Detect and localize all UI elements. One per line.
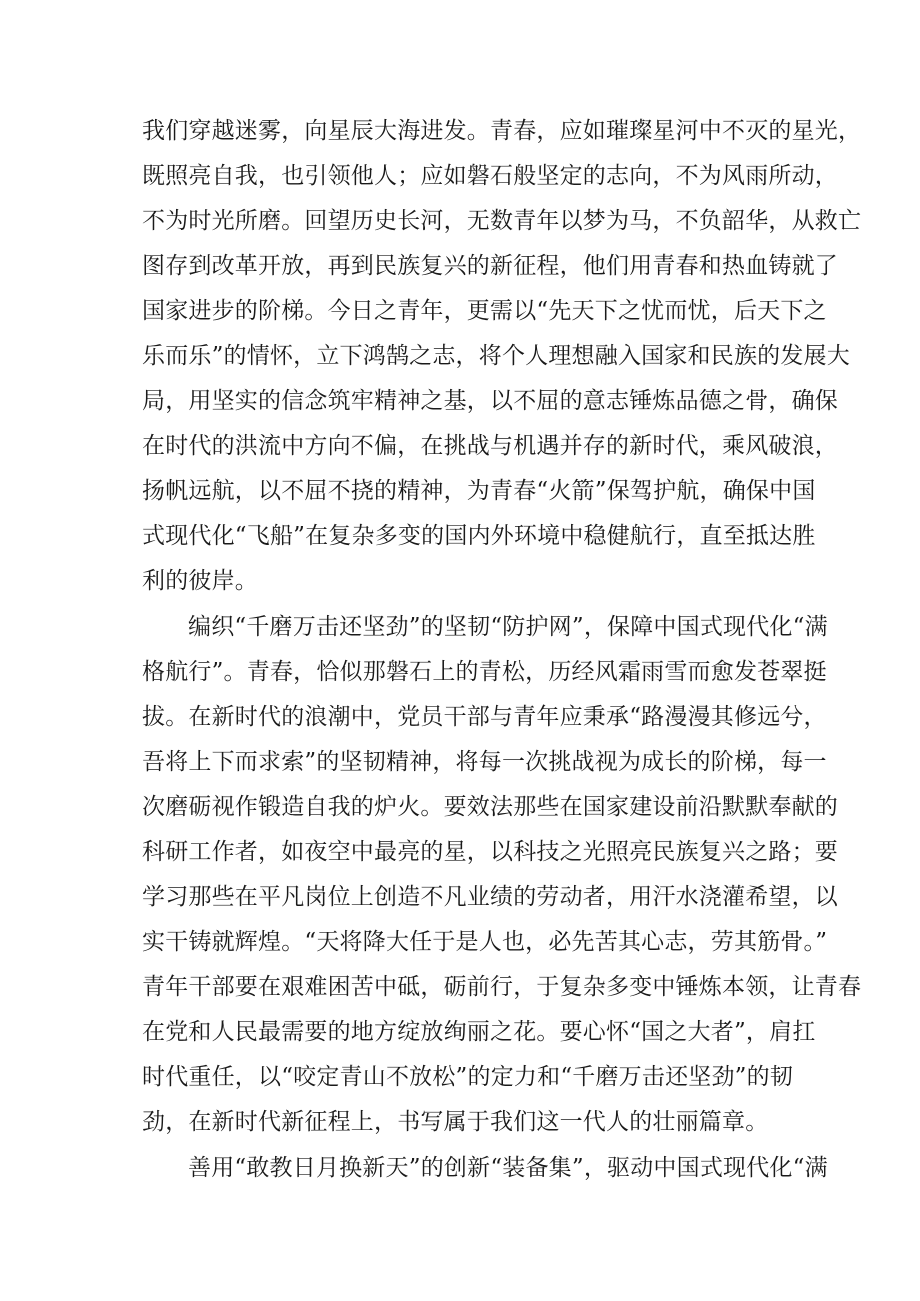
text-line: 时代重任，以“咬定青山不放松”的定力和“千磨万击还坚劲”的韧 — [142, 1064, 794, 1090]
text-line: 乐而乐”的情怀，立下鸿鹄之志，将个人理想融入国家和民族的发展大 — [142, 343, 850, 369]
text-line: 扬帆远航，以不屈不挠的精神，为青春“火箭”保驾护航，确保中国 — [142, 478, 816, 504]
text-line: 科研工作者，如夜空中最亮的星，以科技之光照亮民族复兴之路；要 — [142, 839, 838, 865]
text-line: 学习那些在平凡岗位上创造不凡业绩的劳动者，用汗水浇灌希望，以 — [142, 884, 838, 910]
text-line: 青年干部要在艰难困苦中砥，砺前行，于复杂多变中锤炼本领，让青春 — [142, 974, 862, 1000]
text-line: 局，用坚实的信念筑牢精神之基，以不屈的意志锤炼品德之骨，确保 — [142, 388, 838, 414]
text-line: 在时代的洪流中方向不偏，在挑战与机遇并存的新时代，乘风破浪， — [142, 433, 838, 459]
paragraph-first-line: 编织“千磨万击还坚劲”的坚韧“防护网”，保障中国式现代化“满 — [188, 614, 828, 640]
text-line: 不为时光所磨。回望历史长河，无数青年以梦为马，不负韶华，从救亡 — [142, 208, 862, 234]
text-line: 格航行”。青春，恰似那磐石上的青松，历经风霜雨雪而愈发苍翠挺 — [142, 659, 827, 685]
text-line: 图存到改革开放，再到民族复兴的新征程，他们用青春和热血铸就了 — [142, 253, 838, 279]
text-line: 式现代化“飞船”在复杂多变的国内外环境中稳健航行，直至抵达胜 — [142, 523, 816, 549]
text-line: 劲，在新时代新征程上，书写属于我们这一代人的壮丽篇章。 — [142, 1109, 769, 1135]
text-line: 我们穿越迷雾，向星辰大海进发。青春，应如璀璨星河中不灭的星光， — [142, 118, 862, 144]
text-line: 吾将上下而求索”的坚韧精神，将每一次挑战视为成长的阶梯，每一 — [142, 749, 827, 775]
text-line: 国家进步的阶梯。今日之青年，更需以“先天下之忧而忧，后天下之 — [142, 298, 827, 324]
text-line: 拔。在新时代的浪潮中，党员干部与青年应秉承“路漫漫其修远兮， — [142, 704, 827, 730]
paragraph-first-line: 善用“敢教日月换新天”的创新“装备集”，驱动中国式现代化“满 — [188, 1155, 828, 1181]
text-line: 在党和人民最需要的地方绽放绚丽之花。要心怀“国之大者”，肩扛 — [142, 1019, 816, 1045]
text-line: 次磨砺视作锻造自我的炉火。要效法那些在国家建设前沿默默奉献的 — [142, 794, 838, 820]
text-line: 既照亮自我，也引领他人；应如磐石般坚定的志向，不为风雨所动， — [142, 163, 838, 189]
text-line: 利的彼岸。 — [142, 568, 258, 594]
text-line: 实干铸就辉煌。“天将降大任于是人也，必先苦其心志，劳其筋骨。” — [142, 929, 828, 955]
